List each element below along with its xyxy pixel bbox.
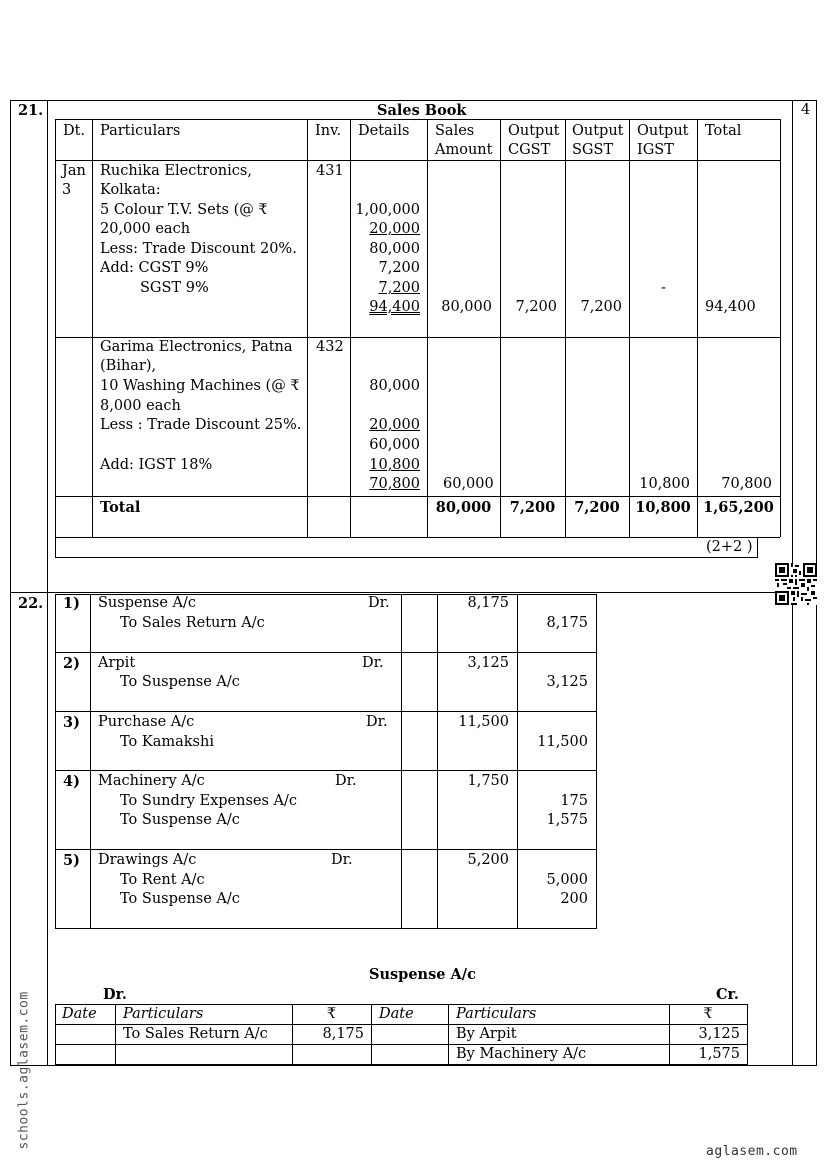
marks-split: (2+2 ) [706,539,753,555]
side-watermark: schools.aglasem.com [16,991,32,1150]
header-total: Total [705,123,742,139]
outer-left-border [10,100,11,1066]
suspense-title: Suspense A/c [369,966,476,983]
journal-entry-5-credit-2: To Suspense A/c [120,891,240,907]
entry1-details-1: 1,00,000 [355,202,420,218]
journal-entry-4-credit-1: To Sundry Expenses A/c [120,793,298,809]
entry1-igst: - [661,280,666,296]
suspense-header-date-dr: Date [62,1006,97,1022]
total-sgst: 7,200 [574,499,620,516]
journal-entry-4-credit-amt-2: 1,575 [546,812,588,828]
suspense-debit-row-1-amount: 8,175 [322,1026,364,1042]
header-particulars: Particulars [100,123,181,139]
journal-entry-2-credit-1: To Suspense A/c [120,674,240,690]
journal-entry-4-debit-amt: 1,750 [467,773,509,789]
journal-entry-3-debit-amt: 11,500 [458,714,509,730]
entry1-details-3: 80,000 [369,241,420,257]
header-output-igst-1: Output [637,123,689,139]
journal-entry-3-credit-1: To Kamakshi [120,734,214,750]
journal-entry-4-no: 4) [63,773,80,790]
entry2-details-2: 20,000 [369,417,420,433]
header-output-sgst-2: SGST [572,142,614,158]
total-grand: 1,65,200 [703,499,774,516]
journal-entry-5-debit-amt: 5,200 [467,852,509,868]
total-cgst: 7,200 [509,499,556,516]
question-divider [10,592,817,593]
entry2-inv: 432 [316,339,344,355]
q21-number: 21. [18,102,44,119]
total-igst: 10,800 [635,499,691,516]
journal-entry-1-no: 1) [63,595,80,612]
entry1-particulars-5: Less: Trade Discount 20%. [100,241,297,257]
suspense-credit-row-2-amount: 1,575 [698,1046,740,1062]
suspense-dr: Dr. [103,986,127,1003]
marks-split-box [55,537,758,558]
header-output-igst-2: IGST [637,142,674,158]
journal-entry-3-dr: Dr. [366,714,388,730]
total-sales-amount: 80,000 [435,499,492,516]
journal-entry-3-no: 3) [63,714,80,731]
suspense-credit-row-1-particulars: By Arpit [456,1026,517,1042]
entry2-igst: 10,800 [639,476,690,492]
journal-entry-4-dr: Dr. [335,773,357,789]
journal-entry-2-dr: Dr. [362,655,384,671]
suspense-header-particulars-dr: Particulars [123,1006,204,1022]
entry1-particulars-3: 5 Colour T.V. Sets (@ ₹ [100,202,268,218]
entry2-total: 70,800 [721,476,772,492]
qr-code-icon [775,563,817,605]
entry1-dt-month: Jan [62,163,86,179]
entry2-particulars-1: Garima Electronics, Patna [100,339,293,355]
journal-entry-5-credit-1: To Rent A/c [120,872,205,888]
journal-entry-1-debit-amt: 8,175 [467,595,509,611]
journal-entry-5-credit-amt-1: 5,000 [546,872,588,888]
entry2-details-3: 60,000 [369,437,420,453]
journal-entry-2-debit: Arpit [98,655,136,671]
entry2-particulars-5: Less : Trade Discount 25%. [100,417,302,433]
entry1-dt-day: 3 [62,182,72,198]
journal-entry-5-debit: Drawings A/c [98,852,197,868]
entry1-particulars-7: SGST 9% [140,280,209,296]
entry2-details-1: 80,000 [369,378,420,394]
entry1-particulars-4: 20,000 each [100,221,191,237]
entry2-details-4: 10,800 [369,457,420,473]
entry1-cgst: 7,200 [515,299,557,315]
entry2-particulars-6: Add: IGST 18% [100,457,213,473]
journal-entry-2-debit-amt: 3,125 [467,655,509,671]
entry2-details-5: 70,800 [369,476,420,492]
total-label: Total [100,499,141,516]
entry1-details-2: 20,000 [369,221,420,237]
journal-entry-3-debit: Purchase A/c [98,714,195,730]
header-output-sgst-1: Output [572,123,624,139]
entry1-sgst: 7,200 [580,299,622,315]
suspense-header-rupee-dr: ₹ [326,1006,337,1022]
entry2-particulars-3: 10 Washing Machines (@ ₹ [100,378,300,394]
entry1-details-5: 7,200 [378,280,420,296]
suspense-header-particulars-cr: Particulars [456,1006,537,1022]
entry1-details-6: 94,400 [369,299,420,315]
header-dt: Dt. [63,123,86,139]
journal-entry-4-credit-2: To Suspense A/c [120,812,240,828]
journal-entry-5-credit-amt-2: 200 [560,891,588,907]
journal-entry-1-credit-amt-1: 8,175 [546,615,588,631]
journal-entry-4-debit: Machinery A/c [98,773,205,789]
header-details: Details [358,123,410,139]
journal-entry-3-credit-amt-1: 11,500 [537,734,588,750]
entry2-sales-amount: 60,000 [443,476,494,492]
journal-entry-5-dr: Dr. [331,852,353,868]
footer-text: aglasem.com [706,1144,798,1159]
entry1-particulars-6: Add: CGST 9% [100,260,209,276]
entry1-inv: 431 [316,163,344,179]
entry1-details-4: 7,200 [378,260,420,276]
entry1-sales-amount: 80,000 [441,299,492,315]
entry2-particulars-4: 8,000 each [100,398,181,414]
journal-entry-1-credit-1: To Sales Return A/c [120,615,265,631]
entry2-particulars-2: (Bihar), [100,358,157,374]
suspense-header-rupee-cr: ₹ [703,1006,713,1022]
q21-marks: 4 [801,102,811,118]
journal-entry-2-no: 2) [63,655,80,672]
header-output-cgst-1: Output [508,123,560,139]
header-sales-amount-1: Sales [435,123,475,139]
suspense-header-date-cr: Date [379,1006,414,1022]
col-divider-left [47,100,48,1066]
header-inv: Inv. [315,123,342,139]
outer-bottom-border [10,1065,817,1066]
suspense-debit-row-1-particulars: To Sales Return A/c [123,1026,268,1042]
entry1-particulars-1: Ruchika Electronics, [100,163,252,179]
entry1-total: 94,400 [705,299,756,315]
suspense-credit-row-1-amount: 3,125 [698,1026,740,1042]
header-sales-amount-2: Amount [435,142,493,158]
journal-entry-5-no: 5) [63,852,80,869]
entry1-particulars-2: Kolkata: [100,182,161,198]
q22-number: 22. [18,595,44,612]
sales-book-title: Sales Book [377,102,467,119]
journal-entry-4-credit-amt-1: 175 [560,793,588,809]
suspense-credit-row-2-particulars: By Machinery A/c [456,1046,587,1062]
header-output-cgst-2: CGST [508,142,551,158]
journal-entry-2-credit-amt-1: 3,125 [546,674,588,690]
journal-entry-1-debit: Suspense A/c [98,595,197,611]
journal-entry-1-dr: Dr. [368,595,390,611]
suspense-cr: Cr. [716,986,739,1003]
